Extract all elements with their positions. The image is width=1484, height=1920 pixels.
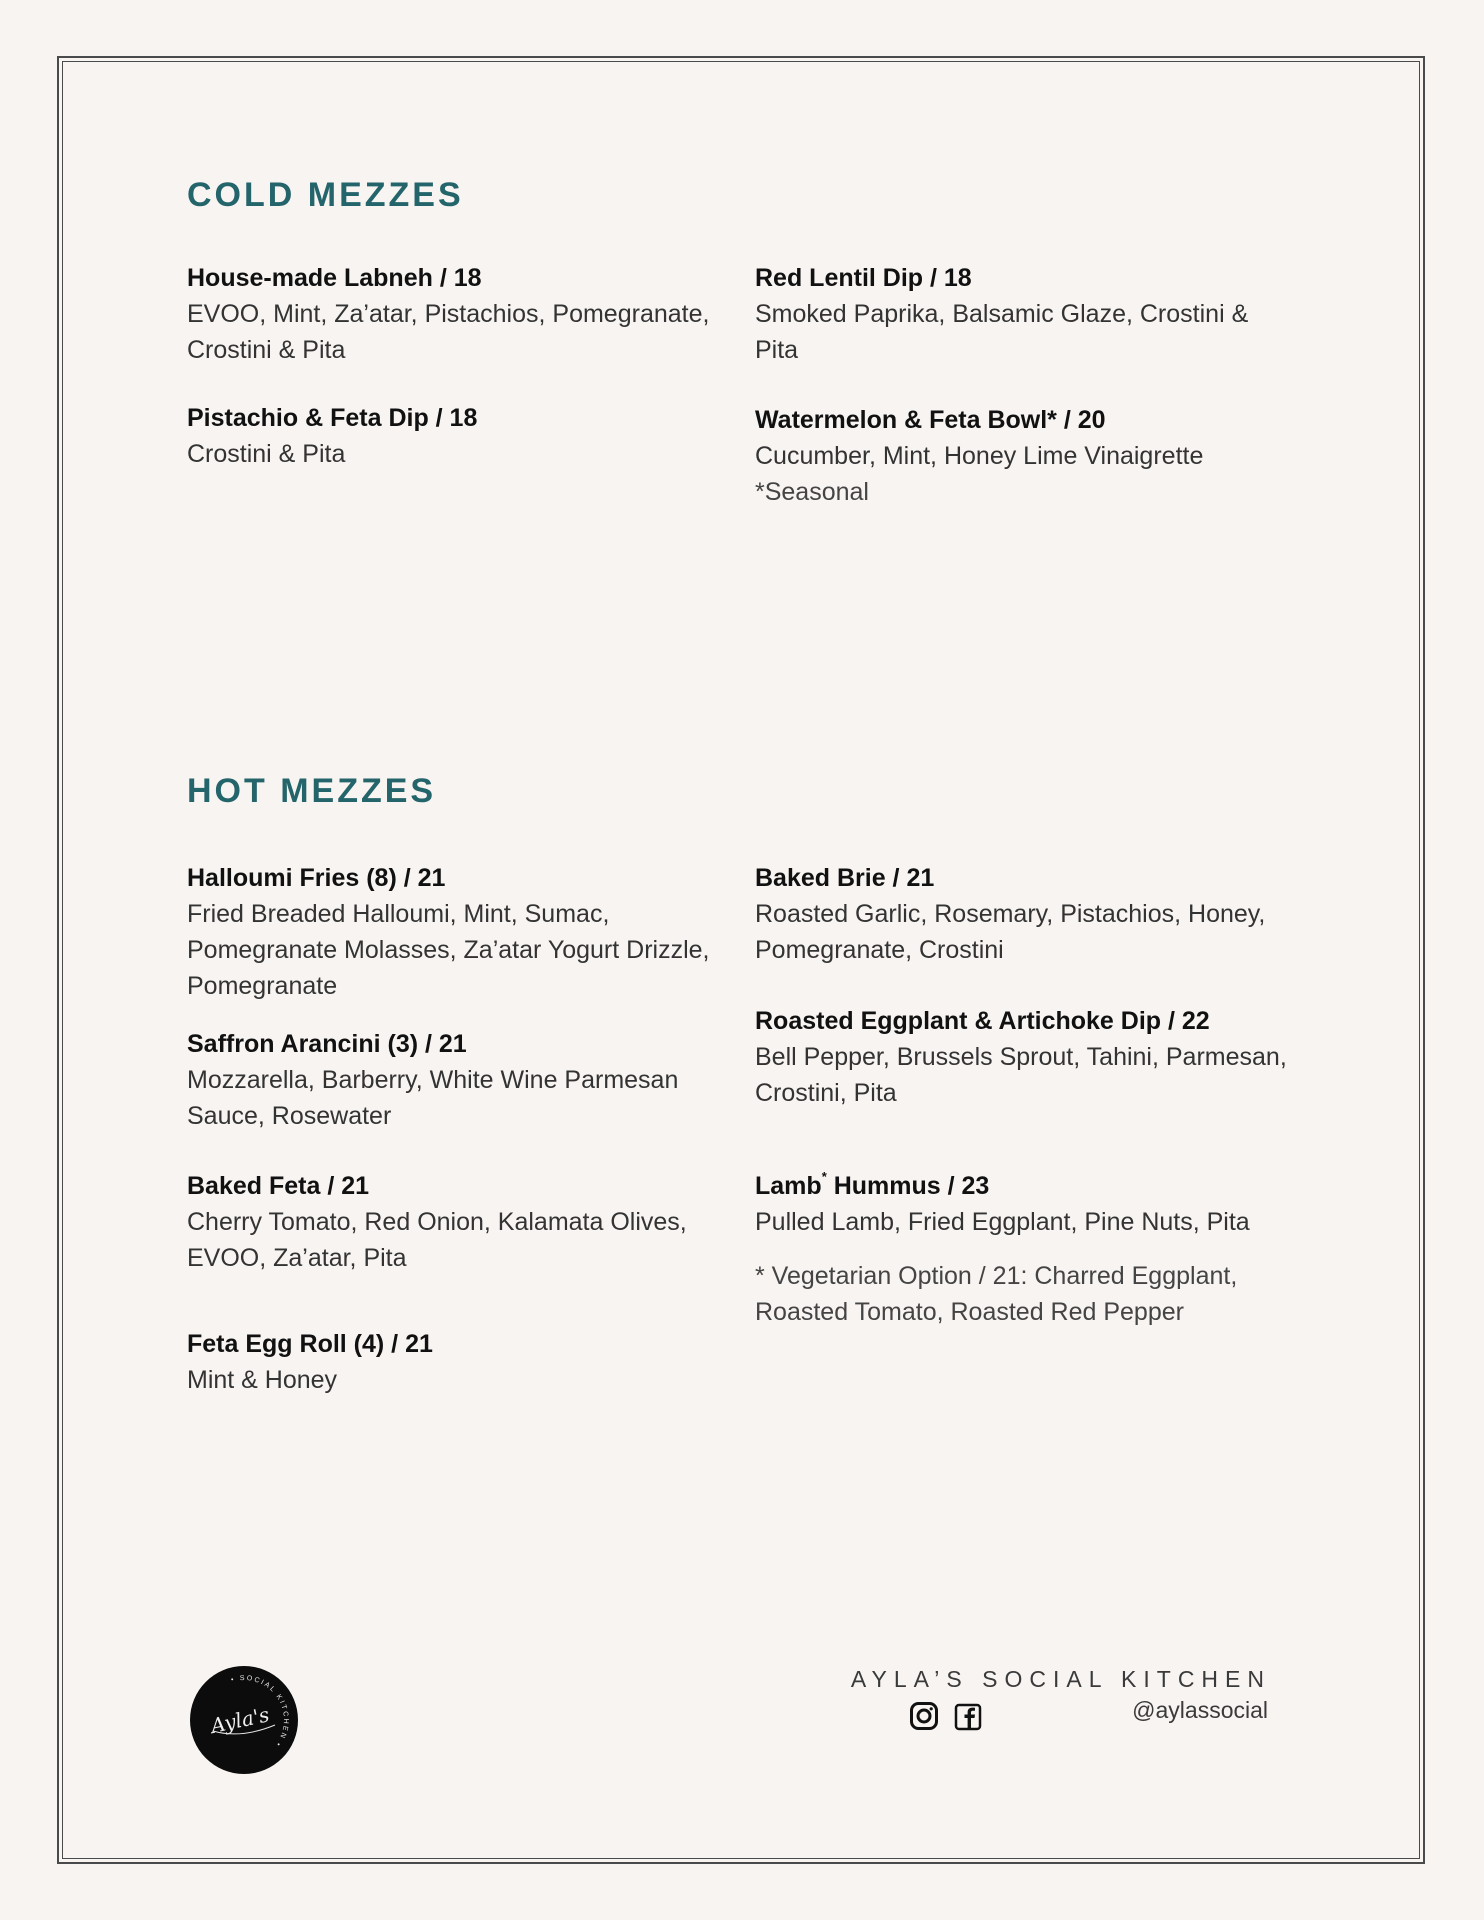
item-name-part: Lamb	[755, 1172, 822, 1200]
item-name: Watermelon & Feta Bowl* / 20	[755, 406, 1106, 434]
social-handle[interactable]: @aylassocial	[1132, 1697, 1268, 1723]
item-name: Halloumi Fries (8) / 21	[187, 864, 446, 892]
section-title-cold-mezzes: COLD MEZZES	[187, 176, 464, 214]
item-description: EVOO, Mint, Za’atar, Pistachios, Pomegranate, Crostini & Pita	[187, 300, 710, 364]
item-name: House-made Labneh / 18	[187, 264, 482, 292]
item-description: Mint & Honey	[187, 1366, 338, 1394]
brand-name: AYLA’S SOCIAL KITCHEN	[850, 1666, 1271, 1692]
item-name: Baked Feta / 21	[187, 1172, 370, 1200]
menu-item	[187, 260, 727, 368]
item-note: * Vegetarian Option / 21: Charred Eggplant, Roasted Tomato, Roasted Red Pepper	[755, 1262, 1238, 1326]
section-title-hot-mezzes: HOT MEZZES	[187, 772, 437, 810]
menu-item	[187, 400, 727, 472]
item-description: Smoked Paprika, Balsamic Glaze, Crostini & Pita	[755, 300, 1249, 364]
item-name: Baked Brie / 21	[755, 864, 935, 892]
logo-script-text: Ayla's	[208, 1702, 272, 1738]
item-name: Feta Egg Roll (4) / 21	[187, 1330, 433, 1358]
menu-item	[187, 1168, 727, 1276]
item-description: Crostini & Pita	[187, 440, 346, 468]
menu-item	[755, 1168, 1295, 1330]
item-name	[755, 1168, 1295, 1204]
item-description: Roasted Garlic, Rosemary, Pistachios, Honey, Pomegranate, Crostini	[755, 900, 1266, 964]
item-name: Saffron Arancini (3) / 21	[187, 1030, 467, 1058]
facebook-icon[interactable]	[954, 1703, 982, 1731]
item-name: Red Lentil Dip / 18	[755, 264, 972, 292]
logo-ring-text: • SOCIAL KITCHEN •	[230, 1674, 290, 1749]
item-name: Pistachio & Feta Dip / 18	[187, 404, 478, 432]
menu-item	[755, 402, 1295, 510]
menu-item	[755, 260, 1295, 368]
item-description: Cucumber, Mint, Honey Lime Vinaigrette	[755, 442, 1204, 470]
item-description: Pulled Lamb, Fried Eggplant, Pine Nuts, Pita	[755, 1208, 1250, 1236]
brand-logo	[189, 1665, 299, 1775]
item-description: Mozzarella, Barberry, White Wine Parmesan Sauce, Rosewater	[187, 1066, 679, 1130]
menu-item	[755, 860, 1295, 968]
item-description: Bell Pepper, Brussels Sprout, Tahini, Parmesan, Crostini, Pita	[755, 1043, 1287, 1107]
item-description: Fried Breaded Halloumi, Mint, Sumac, Pomegranate Molasses, Za’atar Yogurt Drizzle, Pomegranate	[187, 900, 710, 1000]
menu-item	[187, 860, 727, 1004]
item-name: Roasted Eggplant & Artichoke Dip / 22	[755, 1007, 1210, 1035]
menu-item	[187, 1326, 727, 1398]
item-name-star: *	[821, 1169, 827, 1184]
item-note: *Seasonal	[755, 478, 869, 506]
menu-item	[187, 1026, 727, 1134]
item-description: Cherry Tomato, Red Onion, Kalamata Olives, EVOO, Za’atar, Pita	[187, 1208, 687, 1272]
instagram-icon[interactable]	[909, 1701, 939, 1731]
item-name-part: Hummus / 23	[826, 1172, 990, 1200]
menu-item	[755, 1003, 1295, 1111]
